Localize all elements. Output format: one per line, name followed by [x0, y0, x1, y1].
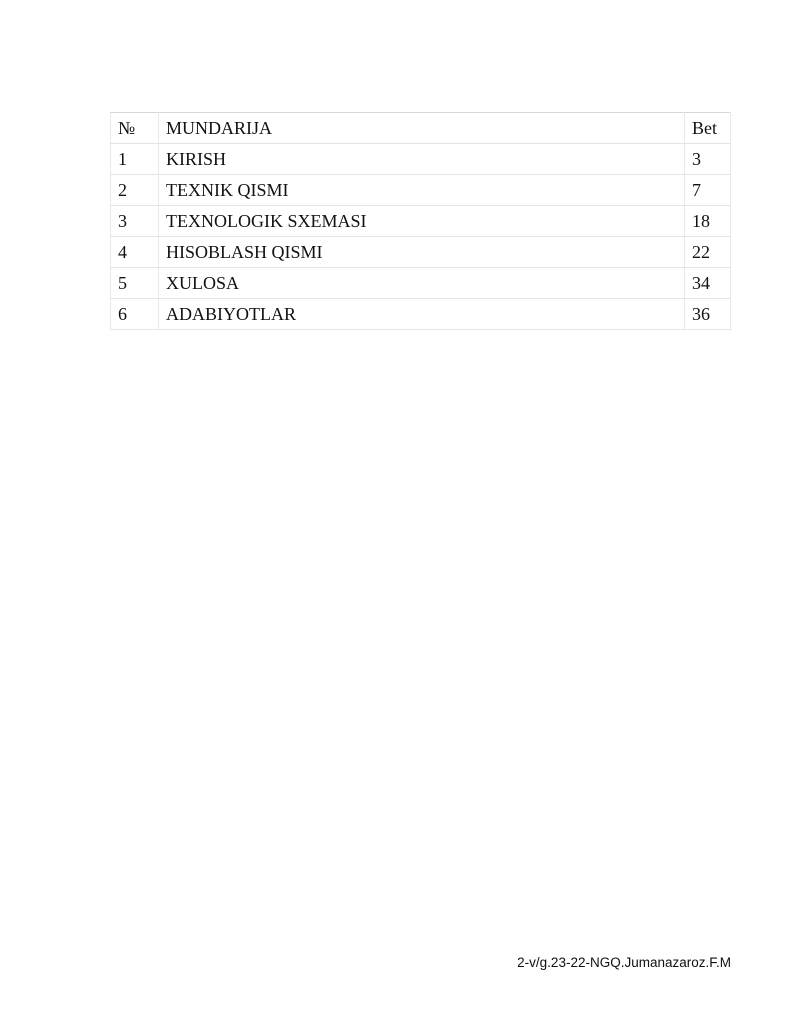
row-page: 22	[685, 237, 731, 268]
row-page: 34	[685, 268, 731, 299]
row-title: TEXNOLOGIK SXEMASI	[159, 206, 685, 237]
row-title: ADABIYOTLAR	[159, 299, 685, 330]
row-title: TEXNIK QISMI	[159, 175, 685, 206]
row-title: HISOBLASH QISMI	[159, 237, 685, 268]
header-page: Bet	[685, 113, 731, 144]
row-page: 36	[685, 299, 731, 330]
row-page: 7	[685, 175, 731, 206]
table-row	[111, 175, 731, 206]
page-footer: 2-v/g.23-22-NGQ.Jumanazaroz.F.M	[517, 955, 731, 970]
header-title: MUNDARIJA	[159, 113, 685, 144]
row-title: XULOSA	[159, 268, 685, 299]
row-title: KIRISH	[159, 144, 685, 175]
table-row	[111, 299, 731, 330]
row-page: 18	[685, 206, 731, 237]
table-header-row	[111, 113, 731, 144]
table-row	[111, 144, 731, 175]
row-number: 5	[111, 268, 159, 299]
table-row	[111, 237, 731, 268]
row-number: 1	[111, 144, 159, 175]
row-number: 2	[111, 175, 159, 206]
table-row	[111, 206, 731, 237]
table-row	[111, 268, 731, 299]
row-number: 3	[111, 206, 159, 237]
header-number: №	[111, 113, 159, 144]
row-page: 3	[685, 144, 731, 175]
table-of-contents	[110, 112, 731, 330]
row-number: 4	[111, 237, 159, 268]
row-number: 6	[111, 299, 159, 330]
